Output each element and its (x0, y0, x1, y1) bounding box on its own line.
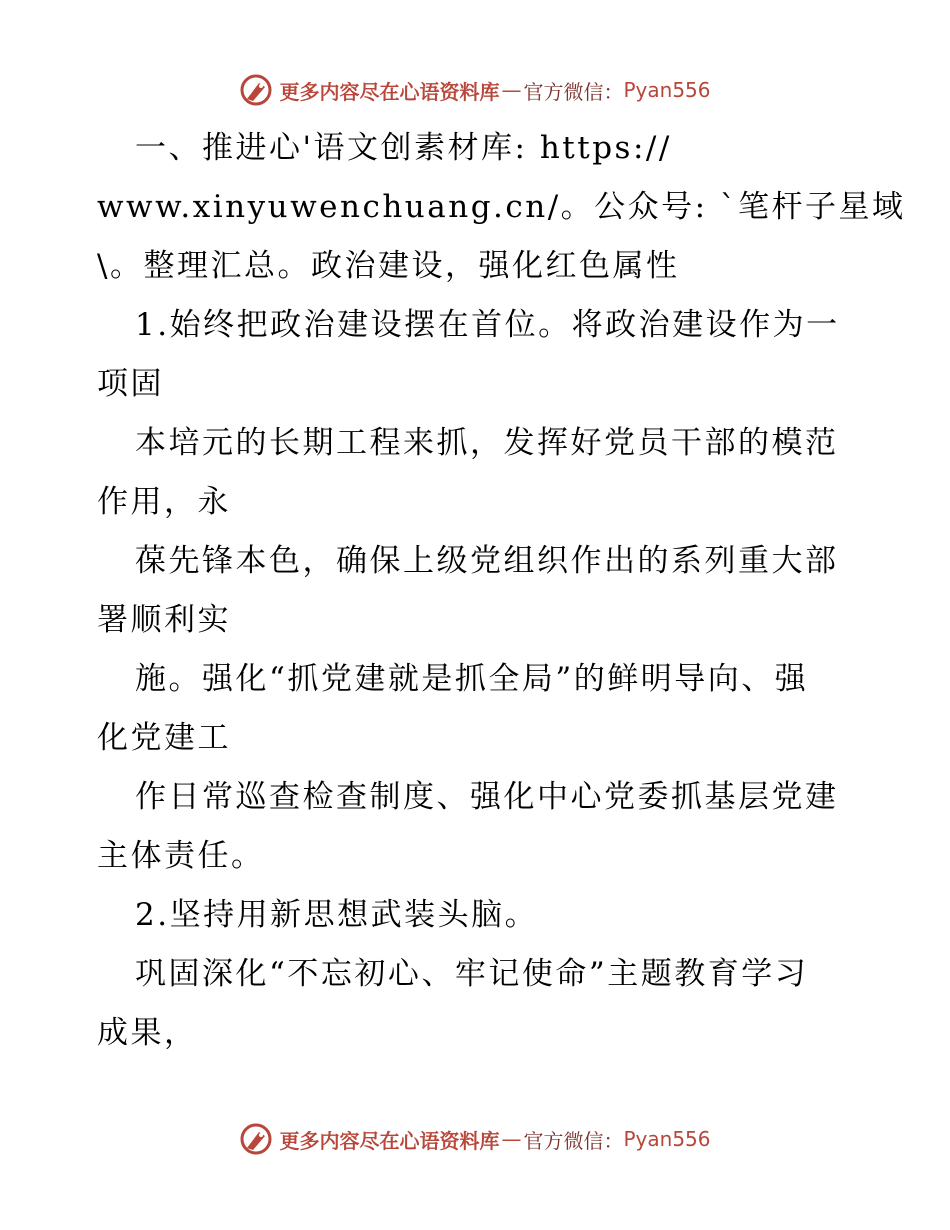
pen-nib-logo-icon (239, 73, 273, 107)
banner-separator: — (501, 78, 522, 102)
footer-banner (0, 1119, 950, 1159)
text-line: 本培元的长期工程来抓，发挥好党员干部的模范 (135, 425, 839, 461)
banner-brand-text: 更多内容尽在心语资料库 (279, 79, 500, 104)
text-line: 署顺利实 (97, 602, 231, 638)
text-line: 化党建工 (97, 720, 231, 756)
text-line: 作用，永 (97, 484, 231, 520)
text-line: www.xinyuwenchuang.cn/。公众号: `笔杆子星域 (97, 189, 906, 225)
text-line: 作日常巡查检查制度、强化中心党委抓基层党建 (135, 779, 839, 815)
banner-wechat-id: Pyan556 (623, 1127, 711, 1151)
banner-separator: — (501, 1127, 522, 1151)
pen-nib-logo-icon (239, 1122, 273, 1156)
text-line: 巩固深化“不忘初心、牢记使命”主题教育学习 (135, 956, 809, 992)
banner-brand-text: 更多内容尽在心语资料库 (279, 1128, 500, 1153)
text-line: 一、推进心'语文创素材库: https:// (135, 130, 672, 166)
banner-wechat-id: Pyan556 (623, 78, 711, 102)
header-banner (0, 70, 950, 110)
banner-official-label: 官方微信： (523, 79, 624, 104)
text-line: \。整理汇总。政治建设，强化红色属性 (97, 248, 680, 284)
text-line: 施。强化“抓党建就是抓全局”的鲜明导向、强 (135, 661, 809, 697)
text-line: 葆先锋本色，确保上级党组织作出的系列重大部 (135, 543, 839, 579)
text-line: 项固 (97, 366, 164, 402)
banner-official-label: 官方微信： (523, 1128, 624, 1153)
text-line: 主体责任。 (97, 838, 265, 874)
text-line: 2.坚持用新思想武装头脑。 (135, 897, 539, 933)
text-line: 1.始终把政治建设摆在首位。将政治建设作为一 (135, 307, 840, 343)
text-line: 成果， (97, 1015, 198, 1051)
